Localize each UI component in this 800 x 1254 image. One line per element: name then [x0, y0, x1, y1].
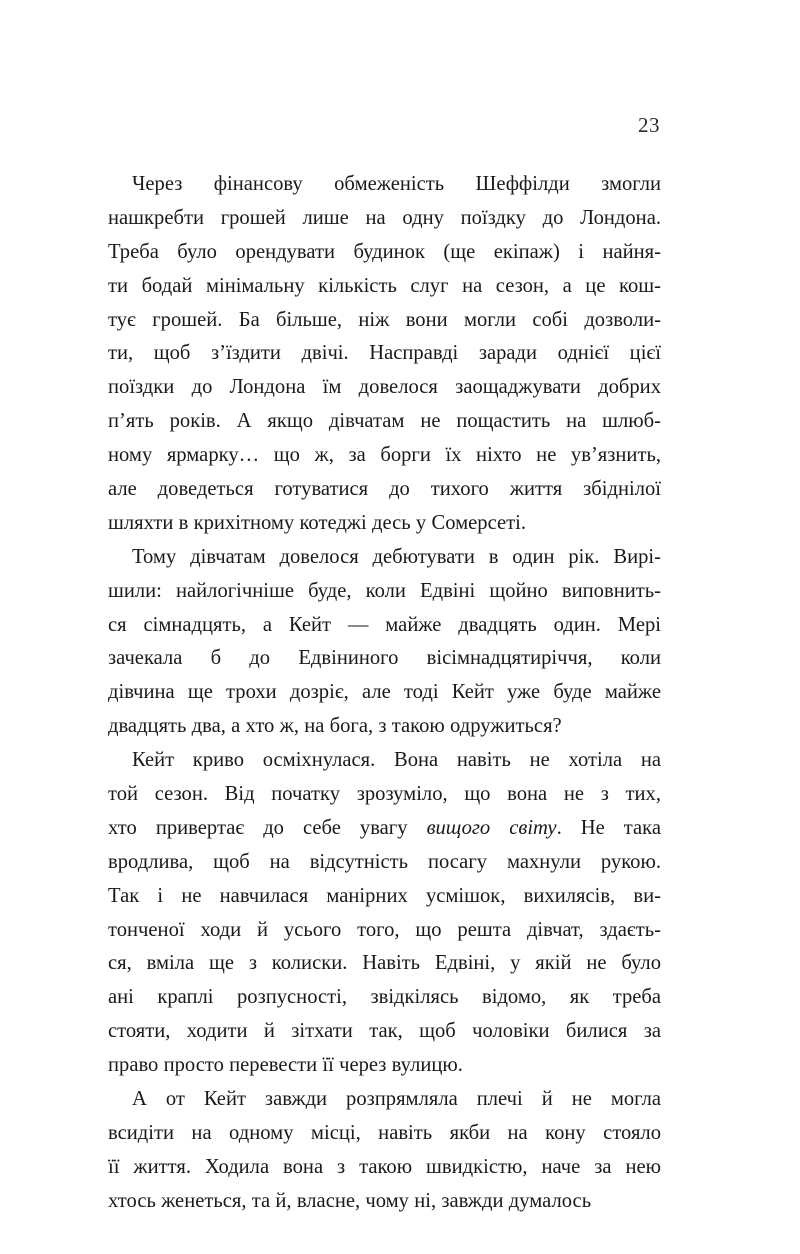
text-line — [108, 371, 661, 405]
text-line-content: тонченої ходи й усього того, що решта дівчат, здаєть- — [108, 918, 661, 941]
text-line — [108, 710, 661, 744]
text-line — [108, 575, 661, 609]
text-line-content: але доведеться готуватися до тихого життя збіднілої — [108, 478, 661, 501]
text-line-content: той сезон. Від початку зрозуміло, що вона не з тих, — [108, 783, 661, 806]
text-line — [108, 507, 661, 541]
body-text-block — [108, 168, 661, 1219]
text-line-content: тує грошей. Ба більше, ніж вони могли собі дозволи- — [108, 308, 661, 331]
text-line-content: Через фінансову обмеженість Шеффілди змогли — [132, 173, 661, 195]
text-line — [108, 914, 661, 948]
text-line-content: ному ярмарку… що ж, за борги їх ніхто не ув’язнить, — [108, 444, 661, 467]
text-line — [108, 270, 661, 304]
text-line-content: нашкребти грошей лише на одну поїздку до Лондона. — [108, 206, 661, 229]
text-line-content: Так і не навчилася манірних усмішок, вихилясів, ви- — [108, 884, 661, 907]
text-line — [108, 1185, 661, 1219]
text-line — [108, 947, 661, 981]
text-line — [108, 473, 661, 507]
text-line — [108, 1117, 661, 1151]
text-line-content: стояти, ходити й зітхати так, щоб чоловіки билися за — [108, 1020, 661, 1043]
text-line — [108, 439, 661, 473]
text-line — [108, 880, 661, 914]
text-line — [108, 236, 661, 270]
text-line-content: Кейт криво осміхнулася. Вона навіть не хотіла на — [132, 749, 661, 772]
text-line-content: дівчина ще трохи дозріє, але тоді Кейт уже буде майже — [108, 681, 661, 704]
text-line — [108, 744, 661, 778]
text-line — [108, 1015, 661, 1049]
text-line-content: Треба було орендувати будинок (ще екіпаж) і найня- — [108, 240, 661, 263]
text-line-content: всидіти на одному місці, навіть якби на кону стояло — [108, 1121, 661, 1144]
text-line — [108, 778, 661, 812]
text-line-content: зачекала б до Едвіниного вісімнадцятиріччя, коли — [108, 647, 661, 670]
text-line-content: право просто перевести її через вулицю. — [108, 1054, 463, 1077]
text-line-content: ані краплі розпусності, звідкілясь відомо, як треба — [108, 986, 661, 1009]
text-line — [108, 541, 661, 575]
text-line-content: А от Кейт завжди розпрямляла плечі й не могла — [132, 1088, 661, 1111]
text-line — [108, 337, 661, 371]
text-line-content: ти бодай мінімальну кількість слуг на сезон, а це кош- — [108, 274, 661, 297]
text-line — [108, 1151, 661, 1185]
text-line — [108, 846, 661, 880]
paragraph — [108, 168, 661, 541]
text-line — [108, 202, 661, 236]
text-line — [108, 812, 661, 846]
text-line — [108, 609, 661, 643]
text-line — [108, 1083, 661, 1117]
text-line-content: хтось женеться, та й, власне, чому ні, завжди думалось — [108, 1189, 592, 1212]
text-line — [108, 168, 661, 202]
text-line-content: п’ять років. А якщо дівчатам не пощастить на шлюб- — [108, 410, 661, 433]
text-line-content: ти, щоб з’їздити двічі. Насправді заради однієї цієї — [108, 342, 661, 365]
text-line — [108, 1049, 661, 1083]
text-line-content: її життя. Ходила вона з такою швидкістю, наче за нею — [108, 1155, 661, 1178]
text-line-content: шили: найлогічніше буде, коли Едвіні щойно виповнить- — [108, 579, 661, 602]
text-line — [108, 676, 661, 710]
text-line-content: двадцять два, а хто ж, на бога, з такою одружиться? — [108, 715, 562, 738]
text-line — [108, 642, 661, 676]
text-line — [108, 981, 661, 1015]
text-line-content: ся сімнадцять, а Кейт — майже двадцять один. Мері — [108, 613, 661, 636]
text-line-content: поїздки до Лондона їм довелося заощаджувати добрих — [108, 376, 661, 399]
paragraph — [108, 541, 661, 744]
text-line-content: Тому дівчатам довелося дебютувати в один рік. Вирі- — [132, 545, 661, 568]
page-number: 23 — [638, 113, 660, 137]
italic-phrase: вищого світу — [426, 816, 557, 839]
text-line — [108, 304, 661, 338]
text-line-content: хто привертає до себе увагу вищого світу. Не така — [108, 816, 661, 839]
text-line-content: ся, вміла ще з колиски. Навіть Едвіні, у якій не було — [108, 952, 661, 975]
text-line-content: вродлива, щоб на відсутність посагу махнули рукою. — [108, 850, 661, 873]
text-line-content: шляхти в крихітному котеджі десь у Сомерсеті. — [108, 511, 526, 534]
paragraph — [108, 744, 661, 1083]
text-line — [108, 405, 661, 439]
paragraph — [108, 1083, 661, 1219]
